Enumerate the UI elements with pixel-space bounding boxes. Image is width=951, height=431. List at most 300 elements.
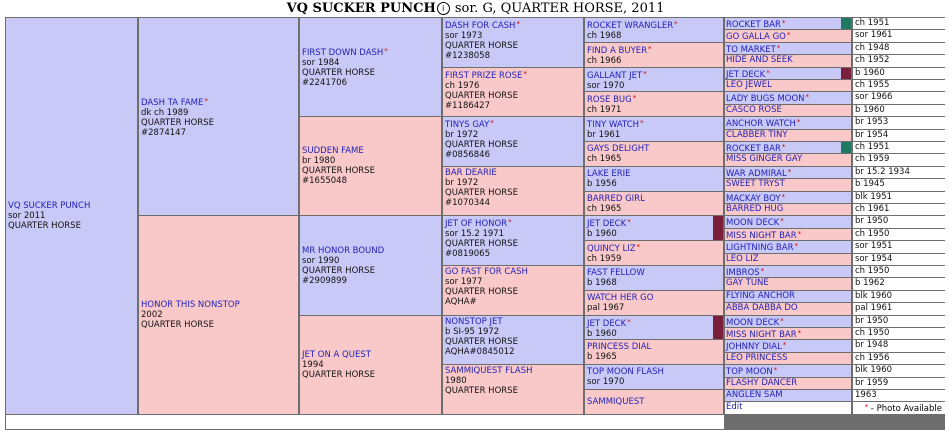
horse-name-line xyxy=(726,142,850,153)
dam-cell xyxy=(139,216,298,414)
horse-name-line xyxy=(587,242,721,254)
horse-detail: sor 1970 xyxy=(587,80,625,91)
photo-available-icon: * xyxy=(786,31,791,39)
horse-detail: b SI-95 1972 xyxy=(445,327,500,337)
horse-info-cell: b 1960 xyxy=(853,105,945,116)
horse-name-link[interactable]: GO FAST FOR CASH xyxy=(445,267,528,277)
horse-detail: br 1972 xyxy=(445,178,479,188)
horse-name-link[interactable]: WAR ADMIRAL xyxy=(726,169,787,178)
horse-info-cell: ch 1952 xyxy=(853,55,945,67)
gg-grandparent-cell xyxy=(585,266,723,290)
gg-grandparent-cell xyxy=(585,192,723,215)
horse-name-link[interactable]: BARRED HUG xyxy=(726,204,784,214)
edit-link[interactable]: Edit xyxy=(726,402,743,412)
horse-name-link[interactable]: LEO LIZ xyxy=(726,254,759,264)
horse-name-link[interactable]: BAR DEARIE xyxy=(445,168,497,178)
edit-cell xyxy=(725,402,851,414)
horse-name-line xyxy=(587,293,721,303)
horse-info-cell: ch 1951 xyxy=(853,142,945,153)
horse-name-link[interactable]: WATCH HER GO xyxy=(587,293,654,303)
horse-detail: QUARTER HORSE xyxy=(445,188,518,198)
horse-name-link[interactable]: LEO PRINCESS xyxy=(726,353,788,363)
horse-info-cell: blk 1951 xyxy=(853,192,945,203)
horse-info-cell: sor 1966 xyxy=(853,92,945,104)
horse-detail: ch 1965 xyxy=(587,203,622,214)
horse-name-line xyxy=(726,192,850,203)
horse-detail: b 1956 xyxy=(587,179,617,189)
horse-detail: #2874147 xyxy=(141,127,186,138)
horse-info-cell: b 1962 xyxy=(853,278,945,290)
horse-name-line xyxy=(726,365,850,377)
info-icon[interactable]: i xyxy=(437,2,450,15)
photo-available-icon: * xyxy=(781,193,786,201)
horse-name-line xyxy=(726,266,850,277)
photo-available-icon: * xyxy=(636,243,641,251)
horse-detail: sor 1977 xyxy=(445,277,483,287)
subject-title-name: VQ SUCKER PUNCH xyxy=(286,1,436,16)
horse-info-cell: br 15.2 1934 xyxy=(853,167,945,178)
horse-detail: b 1965 xyxy=(587,352,617,362)
horse-name-link[interactable]: TOP MOON FLASH xyxy=(587,367,664,377)
gg-grandparent-cell xyxy=(585,43,723,67)
photo-available-icon: * xyxy=(643,69,647,78)
horse-info-cell: b 1960 xyxy=(853,68,945,79)
horse-name-line xyxy=(141,96,296,108)
horse-info-cell: blk 1960 xyxy=(853,291,945,302)
horse-name-link[interactable]: CLABBER TINY xyxy=(726,130,788,140)
horse-name-link[interactable]: PRINCESS DIAL xyxy=(587,342,652,352)
horse-info-cell: blk 1960 xyxy=(853,365,945,377)
horse-name-line xyxy=(726,43,850,54)
horse-name-link[interactable]: JET OF HONOR xyxy=(445,219,508,229)
horse-name-line xyxy=(726,303,850,314)
horse-name-link[interactable]: JET DECK xyxy=(587,219,627,229)
ggg-grandparent-cell xyxy=(725,167,851,178)
horse-info-cell: br 1954 xyxy=(853,130,945,141)
horse-info-cell: br 1959 xyxy=(853,378,945,389)
horse-name-line xyxy=(587,93,721,105)
horse-info-cell: sor 1951 xyxy=(853,241,945,253)
horse-name-link[interactable]: TINYS GAY xyxy=(445,120,490,130)
horse-name-line xyxy=(726,80,850,91)
horse-info-cell: ch 1956 xyxy=(853,353,945,364)
ggg-grandparent-cell xyxy=(725,117,851,129)
duplicate-marker xyxy=(841,68,851,79)
horse-detail: sor 1973 xyxy=(445,31,483,41)
horse-name-line xyxy=(587,118,721,130)
photo-available-icon: * xyxy=(864,403,869,411)
horse-name-link[interactable]: JET ON A QUEST xyxy=(302,350,371,360)
grandparent-cell xyxy=(300,216,441,315)
great-grandparent-cell xyxy=(443,18,583,67)
ggg-grandparent-cell xyxy=(725,254,851,265)
ggg-grandparent-cell xyxy=(725,68,851,79)
gg-grandparent-cell xyxy=(585,117,723,141)
photo-available-icon: * xyxy=(773,366,778,374)
horse-name-link[interactable]: JOHNNY DIAL xyxy=(726,342,782,352)
ggg-grandparent-cell xyxy=(725,390,851,401)
horse-name-link[interactable]: GO GALLA GO xyxy=(726,32,786,42)
horse-name-link[interactable]: GAYS DELIGHT xyxy=(587,144,650,154)
horse-detail: QUARTER HORSE xyxy=(445,140,518,150)
horse-name-line xyxy=(726,179,850,190)
horse-name-line xyxy=(302,350,439,360)
horse-detail: sor 2011 xyxy=(8,211,46,221)
gg-grandparent-cell xyxy=(585,18,723,42)
horse-name-link[interactable]: IMBROS xyxy=(726,268,760,277)
horse-name-line xyxy=(445,19,581,31)
horse-info-cell: ch 1959 xyxy=(853,154,945,166)
horse-info-cell: sor 1954 xyxy=(853,254,945,265)
horse-name-link[interactable]: ABBA DABBA DO xyxy=(726,303,798,313)
grandparent-cell xyxy=(300,18,441,116)
horse-detail: #2909899 xyxy=(302,275,347,286)
horse-name-link[interactable]: FLASHY DANCER xyxy=(726,378,798,388)
ggg-grandparent-cell xyxy=(725,229,851,240)
horse-name-line xyxy=(587,44,721,56)
horse-name-link[interactable]: DASH FOR CASH xyxy=(445,21,516,31)
horse-name-link[interactable]: FIRST PRIZE ROSE xyxy=(445,71,523,81)
horse-name-link[interactable]: TOP MOON xyxy=(726,367,773,377)
subject-title-details: sor. G, QUARTER HORSE, 2011 xyxy=(454,1,665,16)
horse-detail: b 1960 xyxy=(587,229,617,239)
horse-name-line xyxy=(726,130,850,141)
horse-name-link[interactable]: SAMMIQUEST FLASH xyxy=(445,366,533,376)
horse-detail: sor 15.2 1971 xyxy=(445,229,505,239)
horse-detail: #1655048 xyxy=(302,176,347,186)
great-grandparent-cell xyxy=(443,316,583,364)
grandparent-cell xyxy=(300,316,441,414)
horse-info-cell: ch 1950 xyxy=(853,266,945,277)
horse-info-cell: br 1953 xyxy=(853,117,945,129)
ggg-grandparent-cell xyxy=(725,353,851,364)
horse-name-link[interactable]: ROCKET BAR xyxy=(726,144,781,153)
legend-cell xyxy=(853,402,945,414)
horse-detail: ch 1971 xyxy=(587,105,622,115)
horse-name-line xyxy=(587,268,721,278)
horse-name-link[interactable]: MISS NIGHT BAR xyxy=(726,330,797,339)
horse-name-line xyxy=(726,254,850,265)
horse-detail: QUARTER HORSE xyxy=(445,91,518,101)
horse-name-line xyxy=(726,291,850,302)
ggg-grandparent-cell xyxy=(725,142,851,153)
horse-name-line xyxy=(726,92,850,104)
horse-detail: 2002 xyxy=(141,310,163,320)
duplicate-marker xyxy=(713,316,723,339)
horse-detail: 1980 xyxy=(445,376,467,386)
horse-name-line xyxy=(445,217,581,229)
horse-detail: sor 1990 xyxy=(302,255,340,266)
photo-available-icon: * xyxy=(797,329,802,337)
pedigree-chart xyxy=(5,17,945,430)
ggg-grandparent-cell xyxy=(725,278,851,290)
photo-available-icon: * xyxy=(766,69,770,77)
horse-info-cell: br 1948 xyxy=(853,340,945,352)
gg-grandparent-cell xyxy=(585,92,723,116)
horse-detail: pal 1967 xyxy=(587,303,625,313)
horse-name-line xyxy=(726,340,850,352)
horse-detail: ch 1976 xyxy=(445,81,480,91)
horse-name-link[interactable]: ANGLEN SAM xyxy=(726,390,783,400)
gg-grandparent-cell xyxy=(585,365,723,389)
horse-name-link[interactable]: GAY TUNE xyxy=(726,278,769,288)
ggg-grandparent-cell xyxy=(725,328,851,339)
photo-available-icon: * xyxy=(523,70,527,78)
horse-name-line xyxy=(587,342,721,352)
photo-available-icon: * xyxy=(648,45,652,53)
horse-detail: QUARTER HORSE xyxy=(302,370,375,380)
horse-detail: ch 1965 xyxy=(587,154,622,164)
great-grandparent-cell xyxy=(443,216,583,265)
photo-available-icon: * xyxy=(780,317,784,325)
horse-name-line xyxy=(726,316,850,327)
horse-name-link[interactable]: SUDDEN FAME xyxy=(302,146,364,156)
horse-name-line xyxy=(587,317,721,329)
horse-name-link[interactable]: TO MARKET xyxy=(726,45,776,54)
horse-name-line xyxy=(445,366,581,376)
horse-name-line xyxy=(726,378,850,389)
horse-detail: #0856846 xyxy=(445,150,490,160)
gg-grandparent-cell xyxy=(585,291,723,315)
horse-name-line xyxy=(726,154,850,165)
horse-name-link[interactable]: GALLANT JET xyxy=(587,70,643,81)
photo-available-icon: * xyxy=(796,118,801,126)
horse-name-link[interactable]: FIND A BUYER xyxy=(587,46,648,56)
duplicate-marker xyxy=(841,18,851,29)
horse-name-link[interactable]: MACKAY BOY xyxy=(726,194,781,203)
gg-grandparent-cell xyxy=(585,390,723,414)
horse-name-link[interactable]: ANCHOR WATCH xyxy=(726,119,796,129)
horse-name-link[interactable]: JET DECK xyxy=(587,318,627,329)
horse-name-link[interactable]: ROCKET BAR xyxy=(726,20,781,29)
horse-name-link[interactable]: MOON DECK xyxy=(726,218,780,228)
horse-detail: br 1972 xyxy=(445,130,479,140)
horse-name-line xyxy=(8,201,135,211)
photo-available-icon: * xyxy=(787,168,792,176)
great-grandparent-cell xyxy=(443,167,583,215)
photo-available-icon: * xyxy=(627,218,631,226)
duplicate-marker xyxy=(841,142,851,153)
page-title xyxy=(0,0,951,17)
ggg-grandparent-cell xyxy=(725,291,851,302)
photo-available-icon: * xyxy=(204,96,208,105)
ggg-grandparent-cell xyxy=(725,55,851,67)
horse-name-line xyxy=(587,367,721,377)
photo-available-icon: * xyxy=(674,20,678,28)
photo-available-icon: * xyxy=(805,93,810,101)
horse-name-line xyxy=(726,30,850,42)
ggg-grandparent-cell xyxy=(725,340,851,352)
horse-info-cell: sor 1961 xyxy=(853,30,945,42)
horse-name-link[interactable]: ROSE BUG xyxy=(587,95,632,105)
horse-info-cell: ch 1961 xyxy=(853,204,945,215)
horse-name-line xyxy=(587,194,721,204)
horse-name-link[interactable]: MOON DECK xyxy=(726,318,780,327)
gg-grandparent-cell xyxy=(585,241,723,265)
horse-name-link[interactable]: SAMMIQUEST xyxy=(587,397,645,407)
horse-detail: b 1960 xyxy=(587,328,617,339)
horse-name-line xyxy=(445,317,581,327)
photo-available-icon: * xyxy=(797,230,802,238)
ggg-grandparent-cell xyxy=(725,378,851,389)
horse-name-line xyxy=(726,216,850,228)
great-grandparent-cell xyxy=(443,117,583,166)
chart-footer xyxy=(6,415,724,429)
photo-available-icon: * xyxy=(632,94,637,102)
photo-available-icon: * xyxy=(780,217,784,225)
horse-detail: QUARTER HORSE xyxy=(445,386,518,396)
great-grandparent-cell xyxy=(443,365,583,414)
photo-available-icon: * xyxy=(782,341,787,349)
horse-detail: br 1980 xyxy=(302,156,336,166)
horse-info-cell: 1963 xyxy=(853,390,945,401)
horse-name-line xyxy=(587,144,721,154)
horse-detail: #1070344 xyxy=(445,198,490,208)
great-grandparent-cell xyxy=(443,266,583,315)
ggg-grandparent-cell xyxy=(725,179,851,191)
gg-grandparent-cell xyxy=(585,142,723,166)
horse-name-line xyxy=(726,105,850,116)
ggg-grandparent-cell xyxy=(725,18,851,29)
horse-detail: QUARTER HORSE xyxy=(445,41,518,51)
horse-info-cell: ch 1950 xyxy=(853,328,945,339)
horse-name-line xyxy=(302,146,439,156)
ggg-grandparent-cell xyxy=(725,154,851,166)
horse-name-line xyxy=(726,68,850,79)
subject-horse xyxy=(6,18,137,414)
ggg-grandparent-cell xyxy=(725,365,851,377)
ggg-grandparent-cell xyxy=(725,30,851,42)
horse-name-link[interactable]: JET DECK xyxy=(726,70,766,79)
horse-info-cell: b 1945 xyxy=(853,179,945,191)
horse-name-line xyxy=(302,46,439,58)
horse-info-cell: ch 1948 xyxy=(853,43,945,54)
ggg-grandparent-cell xyxy=(725,216,851,228)
horse-name-link[interactable]: FLYING ANCHOR xyxy=(726,291,795,301)
horse-name-line xyxy=(726,18,850,29)
horse-name-link[interactable]: HIDE AND SEEK xyxy=(726,55,793,65)
horse-detail: ch 1968 xyxy=(587,31,622,41)
horse-detail: ch 1959 xyxy=(587,254,622,264)
sire-cell xyxy=(139,18,298,215)
horse-info-cell: ch 1950 xyxy=(853,229,945,240)
duplicate-marker xyxy=(713,216,723,240)
photo-available-icon: * xyxy=(781,143,786,151)
horse-detail: #1186427 xyxy=(445,101,490,111)
horse-detail: QUARTER HORSE xyxy=(445,239,518,249)
horse-info-cell: br 1950 xyxy=(853,216,945,228)
photo-available-icon: * xyxy=(640,119,644,127)
horse-name-line xyxy=(587,217,721,229)
horse-name-link[interactable]: SWEET TRYST xyxy=(726,179,785,189)
horse-detail: AQHA# xyxy=(445,297,477,307)
horse-name-line xyxy=(726,390,850,401)
horse-name-link[interactable]: TINY WATCH xyxy=(587,120,640,130)
horse-name-line xyxy=(302,246,439,256)
gg-grandparent-cell xyxy=(585,167,723,191)
photo-available-icon: * xyxy=(627,317,631,326)
horse-detail: QUARTER HORSE xyxy=(8,221,81,231)
horse-name-link[interactable]: MISS NIGHT BAR xyxy=(726,231,797,240)
photo-available-icon: * xyxy=(794,242,798,250)
horse-name-line xyxy=(445,267,581,277)
horse-name-link[interactable]: MR HONOR BOUND xyxy=(302,245,385,256)
horse-name-link[interactable]: LIGHTNING BAR xyxy=(726,243,794,253)
horse-detail: ch 1966 xyxy=(587,56,622,66)
horse-name-link[interactable]: QUINCY LIZ xyxy=(587,244,636,254)
horse-name-link[interactable]: LEO JEWEL xyxy=(726,80,772,90)
horse-name-link[interactable]: BARRED GIRL xyxy=(587,193,645,204)
horse-name-line xyxy=(587,397,721,407)
horse-name-link[interactable]: VQ SUCKER PUNCH xyxy=(8,201,91,211)
horse-name-line xyxy=(726,353,850,364)
horse-info-cell: ch 1955 xyxy=(853,80,945,91)
ggg-grandparent-cell xyxy=(725,43,851,54)
horse-detail: 1994 xyxy=(302,360,324,370)
photo-available-icon: * xyxy=(516,20,520,28)
photo-available-icon: * xyxy=(776,44,781,52)
ggg-grandparent-cell xyxy=(725,204,851,215)
gg-grandparent-cell xyxy=(585,316,723,339)
horse-name-line xyxy=(726,278,850,289)
gg-grandparent-cell xyxy=(585,216,723,240)
photo-available-icon: * xyxy=(508,218,512,226)
horse-info-cell: pal 1961 xyxy=(853,303,945,315)
horse-name-line xyxy=(445,118,581,130)
horse-info-cell: br 1950 xyxy=(853,316,945,327)
horse-detail: QUARTER HORSE xyxy=(302,68,375,78)
legend-text: - Photo Available xyxy=(868,404,942,414)
horse-name-link[interactable]: LAKE ERIE xyxy=(587,169,631,179)
horse-name-line xyxy=(587,19,721,31)
horse-detail: QUARTER HORSE xyxy=(445,287,518,297)
horse-name-link[interactable]: HONOR THIS NONSTOP xyxy=(141,300,240,310)
horse-name-link[interactable]: NONSTOP JET xyxy=(445,317,503,327)
ggg-grandparent-cell xyxy=(725,192,851,203)
horse-name-link[interactable]: CASCO ROSE xyxy=(726,105,782,115)
horse-name-line xyxy=(587,69,721,81)
horse-name-line xyxy=(726,402,850,413)
horse-name-line xyxy=(445,69,581,81)
ggg-grandparent-cell xyxy=(725,105,851,116)
horse-name-line xyxy=(726,55,850,66)
gg-grandparent-cell xyxy=(585,340,723,364)
great-grandparent-cell xyxy=(443,68,583,116)
photo-available-icon: * xyxy=(760,267,765,275)
horse-name-link[interactable]: LADY BUGS MOON xyxy=(726,94,805,104)
horse-name-link[interactable]: FAST FELLOW xyxy=(587,268,645,278)
horse-detail: #1238058 xyxy=(445,51,490,61)
horse-name-line xyxy=(587,169,721,179)
horse-detail: QUARTER HORSE xyxy=(141,117,214,128)
horse-name-line xyxy=(726,328,850,339)
ggg-grandparent-cell xyxy=(725,130,851,141)
horse-detail: QUARTER HORSE xyxy=(445,337,518,347)
horse-info-cell: ch 1951 xyxy=(853,18,945,29)
horse-name-link[interactable]: DASH TA FAME xyxy=(141,97,204,108)
horse-name-link[interactable]: FIRST DOWN DASH xyxy=(302,48,384,58)
photo-available-icon: * xyxy=(384,47,388,55)
horse-name-link[interactable]: MISS GINGER GAY xyxy=(726,154,803,164)
ggg-grandparent-cell xyxy=(725,266,851,277)
horse-detail: b 1968 xyxy=(587,278,617,288)
ggg-grandparent-cell xyxy=(725,316,851,327)
horse-detail: sor 1984 xyxy=(302,58,340,68)
ggg-grandparent-cell xyxy=(725,80,851,91)
photo-available-icon: * xyxy=(490,119,494,127)
horse-name-link[interactable]: ROCKET WRANGLER xyxy=(587,21,674,31)
horse-detail: #0819065 xyxy=(445,249,490,259)
